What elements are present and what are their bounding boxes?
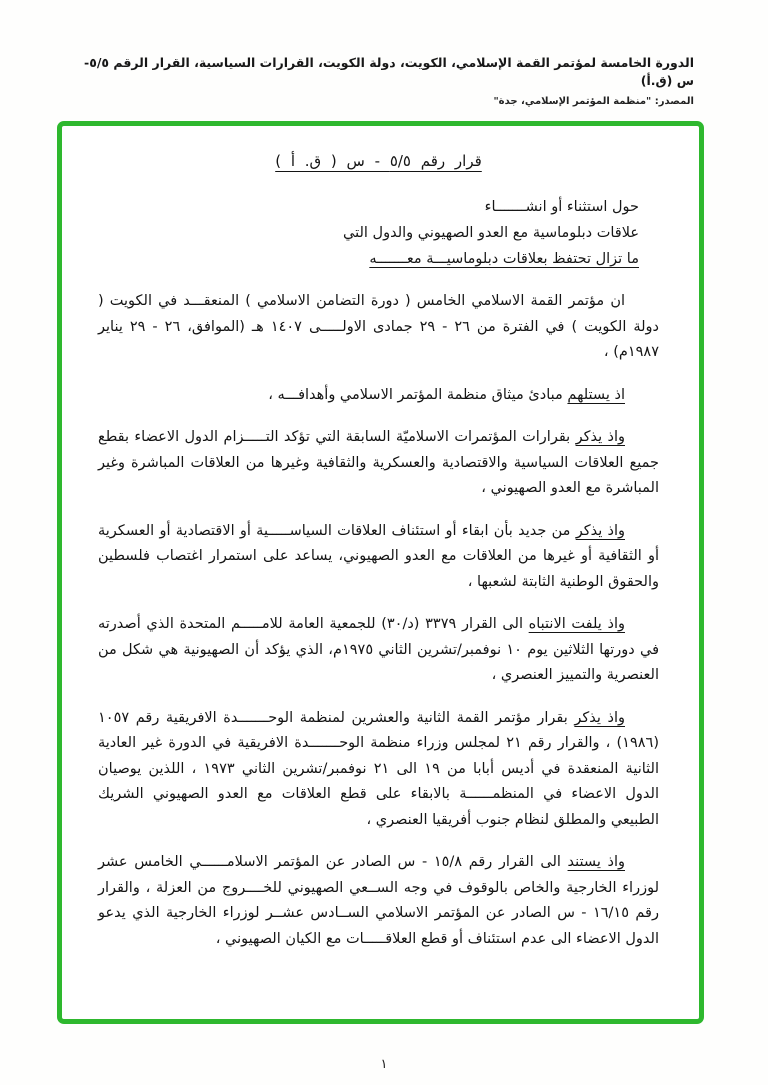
resolution-paragraph: ان مؤتمر القمة الاسلامي الخامس ( دورة التضامن الاسلامي ) المنعقـــد في الكويت ( دولة الكويت ) في الفترة من ٢٦ - ٢٩ جمادى الاولـــــى ١٤٠٧ هـ (الموافق، ٢٦ - ٢٩ يناير ١٩٨٧م) ، <box>98 293 659 360</box>
paragraph-lead-phrase: واذ يذكر <box>575 429 625 445</box>
header-source: المصدر: "منظمة المؤتمر الإسلامي، جدة" <box>493 96 694 107</box>
subject-line-2: علاقات دبلوماسية مع العدو الصهيوني والدول التي <box>343 225 639 241</box>
resolution-title: قرار رقم ٥/٥ - س ( ق. أ ) <box>275 152 482 170</box>
resolution-paragraph: واذ يذكر من جديد بأن ابقاء أو استئناف العلاقات السياســـــية أو الاقتصادية أو العسكرية أو الثقافية أو غيرها من العلاقات مع العدو الصهيوني، يساعد على استمرار اغتصاب فلسطين والحقوق الوطنية الثابتة لشعبها ، <box>98 522 659 590</box>
resolution-paragraph: واذ يلفت الانتباه الى القرار ٣٣٧٩ (د/٣٠) للجمعية العامة للامـــــم المتحدة الذي أصدرته في دورتها الثلاثين يوم ١٠ نوفمبر/تشرين الثاني ١٩٧٥م، الذي يؤكد أن الصهيونية هي شكل من العنصرية والتمييز العنصري ، <box>98 616 660 683</box>
document-header <box>72 54 694 107</box>
paragraph-lead-phrase: اذ يستلهم <box>567 386 625 403</box>
resolution-paragraph: اذ يستلهم مبادئ ميثاق منظمة المؤتمر الاسلامي وأهدافـــه ، <box>268 386 625 403</box>
paragraph-lead-phrase: واذ يذكر <box>575 522 625 539</box>
resolution-paragraph: واذ يذكر بقرار مؤتمر القمة الثانية والعشرين لمنظمة الوحـــــــدة الافريقية رقم ١٠٥٧ (١٩٨٦) ، والقرار رقم ٢١ لمجلس وزراء منظمة الوحـــــــدة الافريقية في الدورة غير العادية الثانية المنعقدة في أديس أبابا من ١٩ الى ٢١ نوفمبر/تشرين الثاني ١٩٧٣ ، اللذين يوصيان الدول الاعضاء في المنظمــــــة بالابقاء على قطع العلاقات مع العدو الصهيوني الشريك الطبيعي والمطلق لنظام جنوب أفريقيا العنصري ، <box>98 709 659 828</box>
resolution-subject <box>98 194 659 272</box>
content-frame <box>57 121 704 1024</box>
header-title: الدورة الخامسة لمؤتمر القمة الإسلامي، الكويت، دولة الكويت، القرارات السياسية، القرار الرقم ٥/٥-س (ق.أ) <box>84 55 694 88</box>
resolution-paragraph: واذ يذكر بقرارات المؤتمرات الاسلاميّة السابقة التي تؤكد التـــــزام الدول الاعضاء بقطع جميع العلاقات السياسية والاقتصادية والعسكرية والثقافية وغيرها من العلاقات المباشرة وغير المباشرة مع العدو الصهيوني ، <box>98 429 659 496</box>
paragraph-lead-phrase: واذ يستند <box>567 854 625 870</box>
page-number: ١ <box>380 1057 388 1072</box>
resolution-body <box>98 289 659 952</box>
paragraph-lead-phrase: واذ يذكر <box>574 709 625 726</box>
subject-line-1: حول استثناء أو انشـــــــاء <box>484 199 639 215</box>
resolution-paragraph: واذ يستند الى القرار رقم ١٥/٨ - س الصادر عن المؤتمر الاسلامــــــي الخامس عشر لوزراء الخارجية والخاص بالوقوف في وجه الســعي الصهيوني للخــــروج من العزلة ، والقرار رقم ١٦/١٥ - س الصادر عن المؤتمر الاسلامي الســادس عشــر لوزراء الخارجية الذي يدعو الدول الاعضاء الى عدم استئناف أو قطع العلاقـــــات مع الكيان الصهيوني ، <box>98 854 659 947</box>
paragraph-lead-phrase: واذ يلفت الانتباه <box>528 616 625 632</box>
subject-line-3: ما تزال تحتفظ بعلاقات دبلوماسيـــة معـــــــه <box>369 251 639 267</box>
